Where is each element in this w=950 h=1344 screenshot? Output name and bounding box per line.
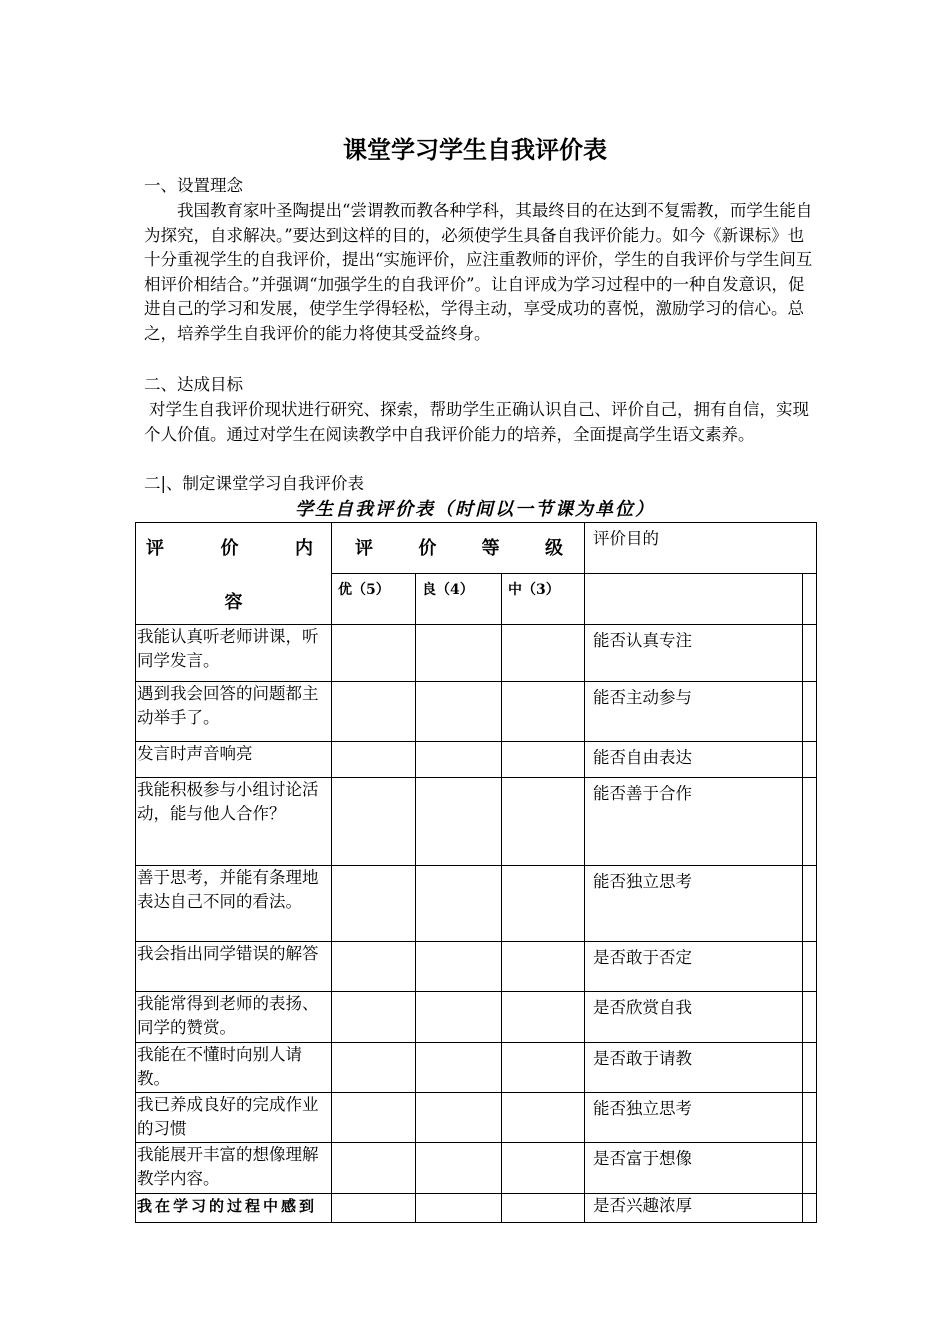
header-content-char-1: 评 xyxy=(146,538,164,559)
grade-cell xyxy=(332,778,416,866)
grade-cell xyxy=(416,1043,502,1093)
narrow-cell xyxy=(803,1143,817,1194)
grade-cell xyxy=(332,1143,416,1194)
table-caption: 学生自我评价表（时间以一节课为单位） xyxy=(295,499,655,520)
row-content: 发言时声音响亮 xyxy=(136,742,332,778)
table-row xyxy=(136,778,817,866)
grade-good: 良（4） xyxy=(416,574,502,625)
grade-cell xyxy=(332,942,416,992)
table-row xyxy=(136,1093,817,1143)
section-3-heading: 二|、制定课堂学习自我评价表 xyxy=(144,474,365,493)
header-content-char-4: 容 xyxy=(224,592,243,613)
narrow-cell xyxy=(803,992,817,1043)
grade-cell xyxy=(502,866,585,942)
grade-cell xyxy=(502,1093,585,1143)
narrow-cell xyxy=(803,1194,817,1223)
grade-cell xyxy=(502,682,585,742)
grade-cell xyxy=(502,942,585,992)
row-purpose: 能否独立思考 xyxy=(585,1093,803,1143)
grade-cell xyxy=(416,625,502,682)
header-grade-char-1: 评 xyxy=(355,538,373,559)
row-content: 遇到我会回答的问题都主动举手了。 xyxy=(136,682,332,742)
narrow-cell xyxy=(803,942,817,992)
row-content: 我能常得到老师的表扬、同学的赞赏。 xyxy=(136,992,332,1043)
table-row xyxy=(136,625,817,682)
grade-cell xyxy=(416,866,502,942)
narrow-cell xyxy=(803,1093,817,1143)
narrow-cell xyxy=(803,625,817,682)
section-2-body: 对学生自我评价现状进行研究、探索，帮助学生正确认识自己、评价自己，拥有自信，实现个人价值。通过对学生在阅读教学中自我评价能力的培养，全面提高学生语文素养。 xyxy=(144,400,809,444)
row-content: 我会指出同学错误的解答 xyxy=(136,942,332,992)
table-row xyxy=(136,742,817,778)
grade-excellent: 优（5） xyxy=(332,574,416,625)
narrow-cell xyxy=(803,742,817,778)
grade-cell xyxy=(416,1194,502,1223)
table-row xyxy=(136,866,817,942)
grade-cell xyxy=(332,866,416,942)
grade-cell xyxy=(416,682,502,742)
grade-cell xyxy=(416,992,502,1043)
narrow-cell xyxy=(803,682,817,742)
row-purpose: 能否认真专注 xyxy=(585,625,803,682)
narrow-cell xyxy=(803,778,817,866)
table-row xyxy=(136,1194,817,1223)
grade-cell xyxy=(332,682,416,742)
narrow-cell xyxy=(803,1043,817,1093)
row-content: 我能展开丰富的想像理解教学内容。 xyxy=(136,1143,332,1194)
row-purpose: 是否敢于否定 xyxy=(585,942,803,992)
section-1-body: 我国教育家叶圣陶提出“尝谓教而教各种学科，其最终目的在达到不复需教，而学生能自为探究，自求解决。”要达到这样的目的，必须使学生具备自我评价能力。如今《新课标》也十分重视学生的自我评价，提出“实施评价，应注重教师的评价，学生的自我评价与学生间互相评价相结合。”并强调“加强学生的自我评价”。让自评成为学习过程中的一种自发意识，促进自己的学习和发展，使学生学得轻松，学得主动，享受成功的喜悦，激励学习的信心。总之，培养学生自我评价的能力将使其受益终身。 xyxy=(144,201,813,343)
self-evaluation-table xyxy=(135,522,817,1223)
table-row xyxy=(136,1043,817,1093)
row-purpose: 能否独立思考 xyxy=(585,866,803,942)
grade-cell xyxy=(416,1143,502,1194)
grade-cell xyxy=(332,1043,416,1093)
section-2-heading: 二、达成目标 xyxy=(144,375,243,394)
grade-cell xyxy=(502,625,585,682)
grade-cell xyxy=(416,778,502,866)
row-purpose: 是否富于想像 xyxy=(585,1143,803,1194)
row-purpose: 是否敢于请教 xyxy=(585,1043,803,1093)
header-content-char-3: 内 xyxy=(295,538,313,559)
grade-cell xyxy=(502,1043,585,1093)
grade-cell xyxy=(332,742,416,778)
row-purpose: 能否主动参与 xyxy=(585,682,803,742)
row-content: 善于思考，并能有条理地表达自己不同的看法。 xyxy=(136,866,332,942)
grade-cell xyxy=(502,1143,585,1194)
header-purpose-blank xyxy=(585,574,803,625)
row-content: 我在学习的过程中感到 xyxy=(136,1194,332,1223)
grade-medium: 中（3） xyxy=(502,574,585,625)
header-content-char-2: 价 xyxy=(220,538,239,559)
table-row xyxy=(136,1143,817,1194)
header-narrow-blank xyxy=(803,574,817,625)
document-title: 课堂学习学生自我评价表 xyxy=(343,136,607,164)
header-grade-char-2: 价 xyxy=(418,538,437,559)
row-content: 我能认真听老师讲课，听同学发言。 xyxy=(136,625,332,682)
grade-cell xyxy=(502,742,585,778)
grade-cell xyxy=(416,742,502,778)
row-content: 我已养成良好的完成作业的习惯 xyxy=(136,1093,332,1143)
grade-cell xyxy=(332,625,416,682)
header-grade xyxy=(332,523,585,574)
grade-cell xyxy=(502,992,585,1043)
header-grade-char-4: 级 xyxy=(544,538,563,559)
row-purpose: 是否欣赏自我 xyxy=(585,992,803,1043)
grade-cell xyxy=(416,942,502,992)
grade-cell xyxy=(416,1093,502,1143)
row-content: 我能在不懂时向别人请教。 xyxy=(136,1043,332,1093)
table-row xyxy=(136,682,817,742)
header-grade-char-3: 等 xyxy=(481,538,500,559)
grade-cell xyxy=(332,1194,416,1223)
section-1-heading: 一、设置理念 xyxy=(144,176,243,195)
grade-cell xyxy=(332,1093,416,1143)
grade-cell xyxy=(332,992,416,1043)
header-content xyxy=(136,523,332,625)
row-purpose: 是否兴趣浓厚 xyxy=(585,1194,803,1223)
row-purpose: 能否善于合作 xyxy=(585,778,803,866)
row-purpose: 能否自由表达 xyxy=(585,742,803,778)
narrow-cell xyxy=(803,866,817,942)
table-row xyxy=(136,942,817,992)
table-row xyxy=(136,992,817,1043)
row-content: 我能积极参与小组讨论活动，能与他人合作？ xyxy=(136,778,332,866)
grade-cell xyxy=(502,1194,585,1223)
grade-cell xyxy=(502,778,585,866)
header-purpose: 评价目的 xyxy=(585,523,817,574)
